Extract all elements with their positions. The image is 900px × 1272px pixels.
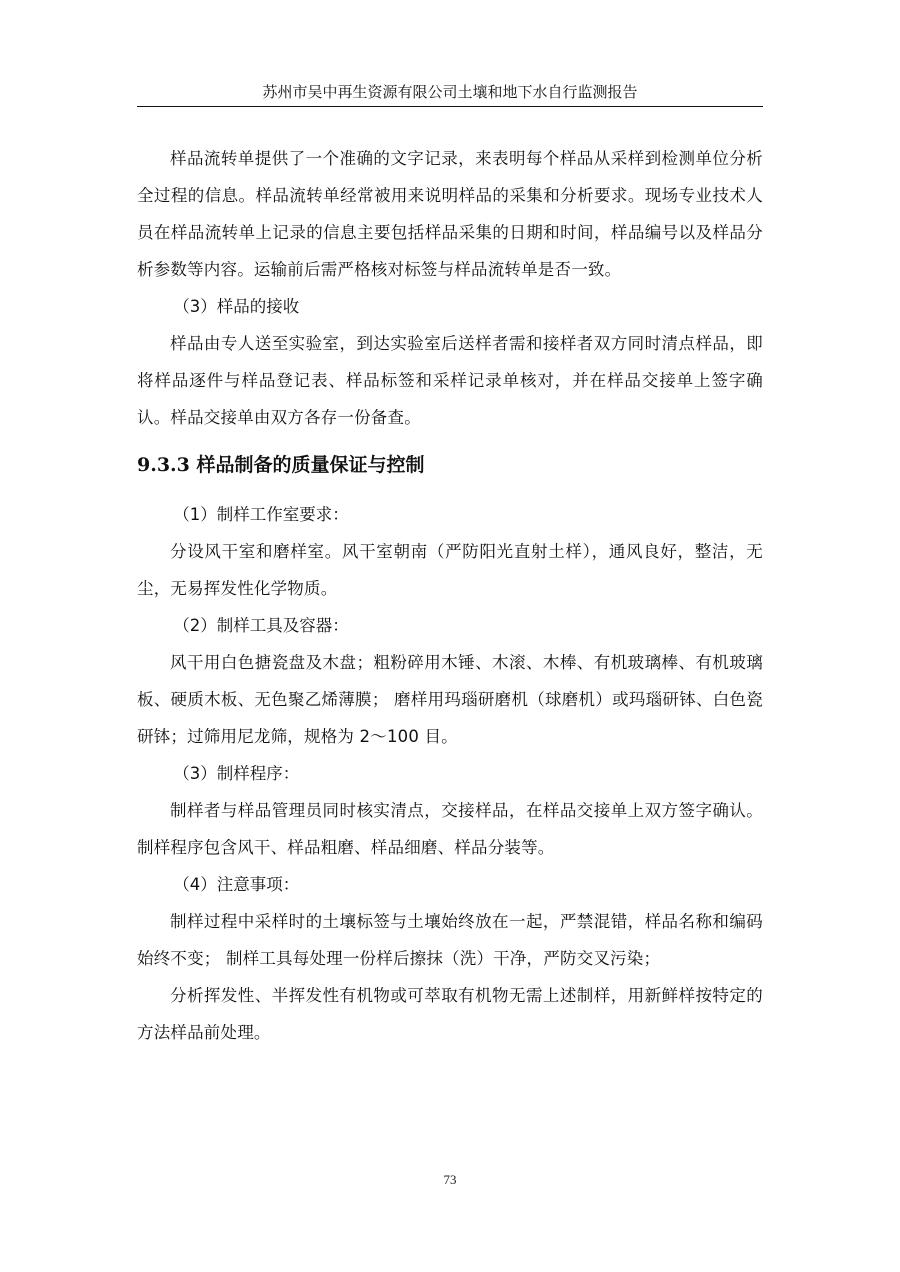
- item-preparation-procedure: （3）制样程序：: [173, 764, 300, 783]
- header-rule: [137, 106, 763, 107]
- section-heading-9-3-3: 9.3.3 样品制备的质量保证与控制: [137, 454, 425, 476]
- running-header: 苏州市吴中再生资源有限公司土壤和地下水自行监测报告: [262, 83, 638, 101]
- paragraph-workroom-requirements: 分设风干室和磨样室。风干室朝南（严防阳光直射土样），通风良好，整洁，无尘，无易挥发性化学物质。: [137, 542, 763, 598]
- paragraph-volatile-analysis: 分析挥发性、半挥发性有机物或可萃取有机物无需上述制样，用新鲜样按特定的方法样品前处理。: [137, 986, 763, 1042]
- paragraph-sample-receipt: 样品由专人送至实验室，到达实验室后送样者需和接样者双方同时清点样品，即将样品逐件与样品登记表、样品标签和采样记录单核对，并在样品交接单上签字确认。样品交接单由双方各存一份备查。: [137, 334, 763, 427]
- paragraph-preparation-procedure: 制样者与样品管理员同时核实清点，交接样品，在样品交接单上双方签字确认。制样程序包含风干、样品粗磨、样品细磨、样品分装等。: [137, 801, 763, 857]
- item-precautions: （4）注意事项：: [173, 875, 300, 894]
- paragraph-tools-containers: 风干用白色搪瓷盘及木盘；粗粉碎用木锤、木滚、木棒、有机玻璃棒、有机玻璃板、硬质木板、无色聚乙烯薄膜； 磨样用玛瑙研磨机（球磨机）或玛瑙研钵、白色瓷研钵；过筛用尼龙筛，规格为 2～100 目。: [137, 653, 763, 746]
- item-sample-receipt: （3）样品的接收: [173, 297, 300, 316]
- item-workroom-requirements: （1）制样工作室要求：: [173, 505, 349, 524]
- paragraph-sample-transfer-form: 样品流转单提供了一个准确的文字记录，来表明每个样品从采样到检测单位分析全过程的信息。样品流转单经常被用来说明样品的采集和分析要求。现场专业技术人员在样品流转单上记录的信息主要包括样品采集的日期和时间，样品编号以及样品分析参数等内容。运输前后需严格核对标签与样品流转单是否一致。: [137, 149, 763, 279]
- page-number: 73: [443, 1172, 457, 1187]
- page-content: [137, 140, 763, 1051]
- paragraph-precautions: 制样过程中采样时的土壤标签与土壤始终放在一起，严禁混错，样品名称和编码始终不变； 制样工具每处理一份样后擦抹（洗）干净，严防交叉污染；: [137, 912, 763, 968]
- item-tools-containers: （2）制样工具及容器：: [173, 616, 349, 635]
